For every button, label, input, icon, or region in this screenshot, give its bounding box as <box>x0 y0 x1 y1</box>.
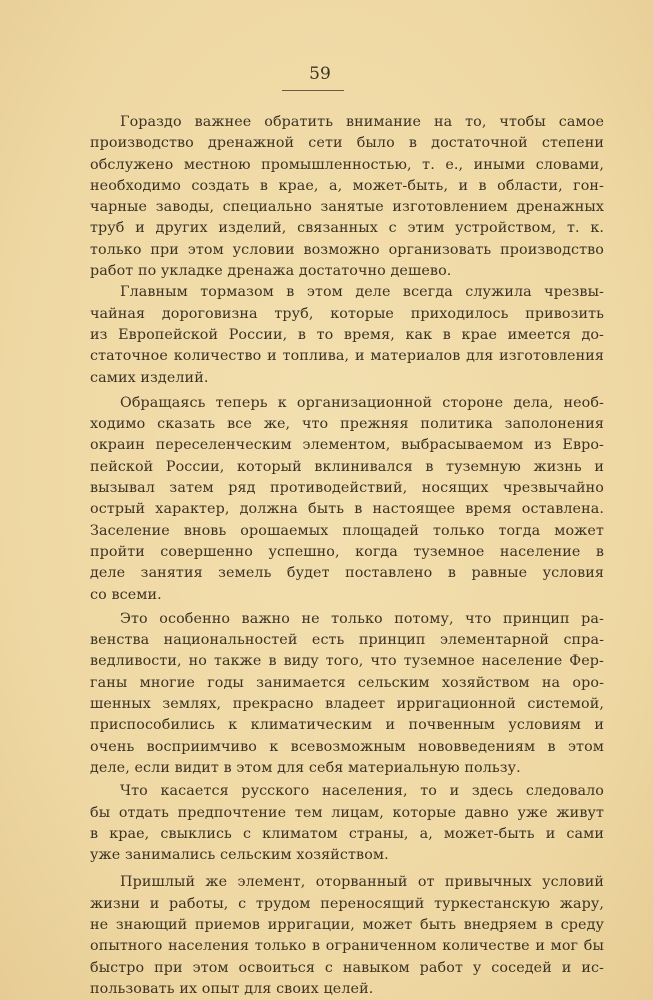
text-line: Гораздо важнее обратить внимание на то, чтобы самое <box>120 114 604 130</box>
text-line: Пришлый же элемент, оторванный от привычных условий <box>120 874 604 891</box>
text-line: опытного населения только в ограниченном количестве и мог бы <box>90 938 604 955</box>
page-number: 59 <box>309 64 331 84</box>
text-line: бы отдать предпочтение тем лицам, которые давно уже живут <box>90 804 604 821</box>
text-line: со всеми. <box>90 586 162 603</box>
text-line: окраин переселенческим элементом, выбрасываемом из Евро- <box>90 437 604 454</box>
text-line: только при этом условии возможно организовать производство <box>90 241 604 258</box>
paragraph <box>90 781 604 866</box>
text-line: работ по укладке дренажа достаточно дешево. <box>90 263 452 280</box>
page-body-text <box>90 112 604 1000</box>
text-line: ходимо сказать все же, что прежняя политика заполонения <box>90 416 604 433</box>
text-line: чарные заводы, специально занятые изготовлением дренажных <box>90 199 604 216</box>
text-line: быстро при этом освоиться с навыком работ у соседей и ис- <box>90 959 604 976</box>
paragraph <box>90 282 604 388</box>
text-line: острый характер, должна быть в настоящее время оставлена. <box>90 501 604 518</box>
text-line: Обращаясь теперь к организационной стороне дела, необ- <box>120 394 604 411</box>
text-line: Заселение вновь орошаемых площадей только тогда может <box>90 522 604 539</box>
text-line: производство дренажной сети было в достаточной степени <box>90 135 604 152</box>
paragraph <box>90 393 604 606</box>
text-line: вызывал затем ряд противодействий, носящих чрезвычайно <box>90 480 604 497</box>
text-line: пейской России, который вклинивался в туземную жизнь и <box>90 458 604 475</box>
text-line: необходимо создать в крае, а, может-быть, и в области, гон- <box>90 177 604 194</box>
text-line: труб и других изделий, связанных с этим устройством, т. к. <box>90 220 604 237</box>
paragraph <box>90 872 604 1000</box>
text-line: Это особенно важно не только потому, что принцип ра- <box>120 610 604 627</box>
text-line: статочное количество и топлива, и материалов для изготовления <box>90 348 604 365</box>
text-line: ганы многие годы занимается сельским хозяйством на оро- <box>90 674 604 691</box>
text-line: чайная дороговизна труб, которые приходилось привозить <box>90 305 604 322</box>
text-line: венства национальностей есть принцип элементарной спра- <box>90 632 604 649</box>
text-line: уже занимались сельским хозяйством. <box>90 847 389 864</box>
text-line: деле, если видит в этом для себя материальную пользу. <box>90 759 521 776</box>
text-line: ведливости, но также в виду того, что туземное население Фер- <box>90 653 604 670</box>
text-line: Что касается русского населения, то и здесь следовало <box>120 783 604 800</box>
text-line: самих изделий. <box>90 369 209 386</box>
text-line: пользовать их опыт для своих целей. <box>90 980 374 997</box>
text-line: очень восприимчиво к всевозможным нововведениям в этом <box>90 738 604 755</box>
text-line: не знающий приемов ирригации, может быть внедряем в среду <box>90 916 604 933</box>
paragraph <box>90 112 604 282</box>
text-line: в крае, свыклись с климатом страны, а, может-быть и сами <box>90 825 604 842</box>
text-line: Главным тормазом в этом деле всегда служила чрезвы- <box>120 284 604 301</box>
text-line: деле занятия земель будет поставлено в равные условия <box>90 565 604 582</box>
text-line: пройти совершенно успешно, когда туземное население в <box>90 543 604 560</box>
text-line: жизни и работы, с трудом переносящий туркестанскую жару, <box>90 895 604 912</box>
text-line: шенных землях, прекрасно владеет ирригационной системой, <box>90 696 604 713</box>
paragraph <box>90 609 604 779</box>
page-number-rule <box>282 90 344 91</box>
text-line: из Европейской России, в то время, как в крае имеется до- <box>90 326 604 343</box>
text-line: приспособились к климатическим и почвенным условиям и <box>90 717 604 734</box>
text-line: обслужено местною промышленностью, т. е., иными словами, <box>90 156 604 173</box>
